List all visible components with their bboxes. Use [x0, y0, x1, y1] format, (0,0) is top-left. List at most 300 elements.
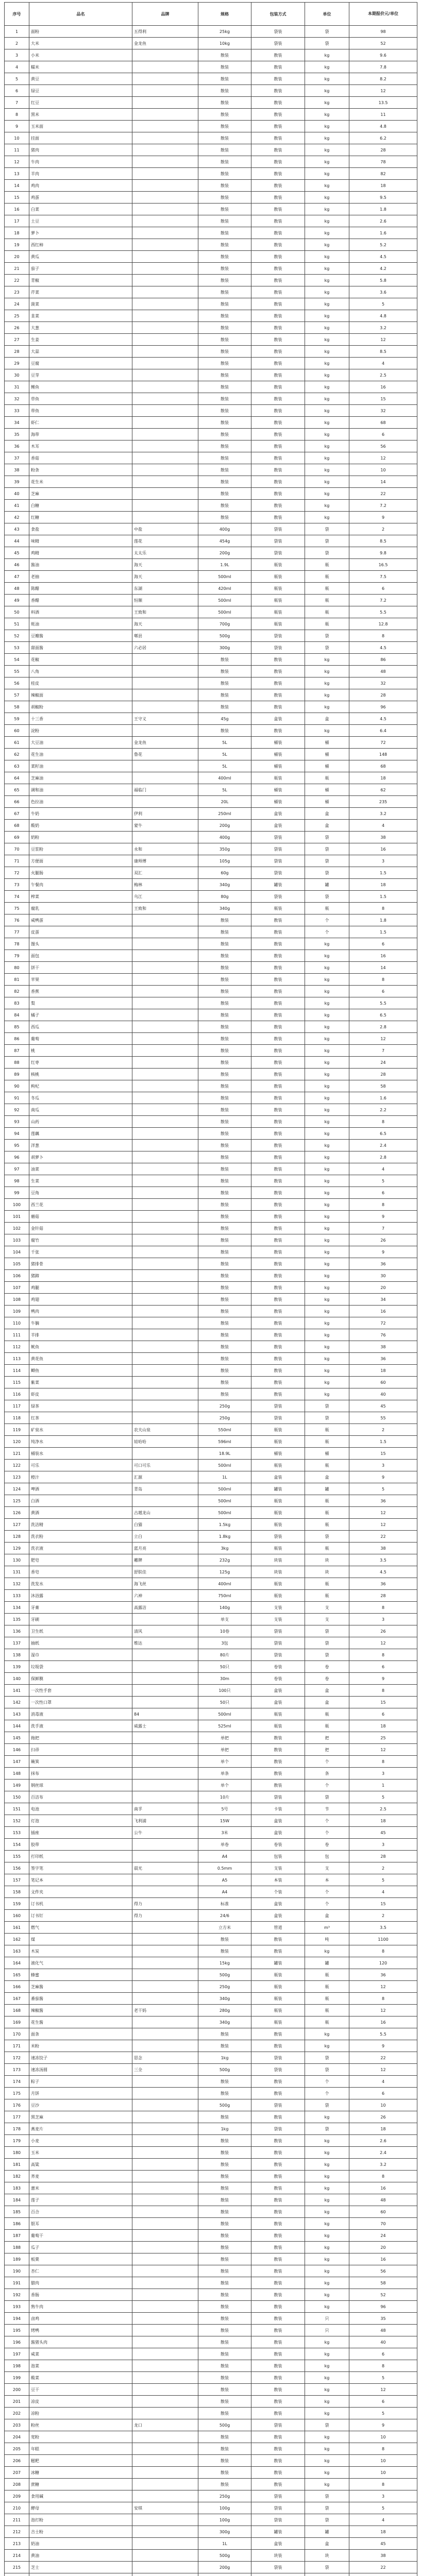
table-row — [5, 452, 417, 464]
row-spec: 250g — [198, 1981, 251, 1993]
row-unit: kg — [305, 1187, 349, 1199]
row-spec: 散装 — [198, 2443, 251, 2455]
row-no: 42 — [5, 512, 29, 523]
row-pack: 盒装 — [251, 808, 305, 820]
row-price: 68 — [349, 760, 417, 772]
row-pack: 袋装 — [251, 2052, 305, 2064]
row-unit: kg — [305, 2218, 349, 2230]
row-unit: kg — [305, 1223, 349, 1234]
row-unit: kg — [305, 1057, 349, 1069]
row-spec: 散装 — [198, 358, 251, 369]
row-pack: 散装 — [251, 204, 305, 215]
table-row — [5, 1862, 417, 1874]
row-unit: kg — [305, 476, 349, 488]
row-no: 148 — [5, 1768, 29, 1780]
row-spec: 散装 — [198, 85, 251, 97]
row-name: 八角 — [29, 666, 132, 677]
row-price: 58 — [349, 2277, 417, 2289]
row-no: 11 — [5, 144, 29, 156]
row-price: 15 — [349, 1448, 417, 1460]
row-brand — [132, 322, 198, 334]
row-pack: 瓶装 — [251, 1507, 305, 1519]
row-name: 菠菜 — [29, 298, 132, 310]
row-pack: 管道 — [251, 1922, 305, 1934]
table-row — [5, 1116, 417, 1128]
row-no: 2 — [5, 38, 29, 49]
row-spec: 散装 — [198, 286, 251, 298]
row-no: 68 — [5, 820, 29, 832]
table-row — [5, 914, 417, 926]
row-pack: 盒装 — [251, 1471, 305, 1483]
row-price: 2.8 — [349, 1021, 417, 1033]
table-row — [5, 156, 417, 168]
row-pack: 盒装 — [251, 1910, 305, 1922]
row-name: 胡椒粉 — [29, 701, 132, 713]
row-price: 4 — [349, 1163, 417, 1175]
row-unit: kg — [305, 1116, 349, 1128]
row-unit: kg — [305, 381, 349, 393]
table-row — [5, 500, 417, 512]
table-row — [5, 1448, 417, 1460]
table-row — [5, 2171, 417, 2182]
row-spec: 1kg — [198, 2052, 251, 2064]
row-pack: 罐装 — [251, 879, 305, 891]
row-no: 38 — [5, 464, 29, 476]
row-price: 1 — [349, 1780, 417, 1791]
row-pack: 袋装 — [251, 2419, 305, 2431]
row-unit: 瓶 — [305, 1424, 349, 1436]
row-no: 204 — [5, 2431, 29, 2443]
row-no: 193 — [5, 2301, 29, 2313]
table-row — [5, 1388, 417, 1400]
row-spec: 750ml — [198, 1590, 251, 1602]
row-unit: kg — [305, 1258, 349, 1270]
row-unit: 袋 — [305, 867, 349, 879]
row-unit: 袋 — [305, 1412, 349, 1424]
row-price: 82 — [349, 168, 417, 180]
row-price: 12.8 — [349, 618, 417, 630]
row-brand: 六必居 — [132, 642, 198, 654]
row-brand — [132, 1365, 198, 1377]
row-no: 154 — [5, 1839, 29, 1851]
table-row — [5, 1306, 417, 1317]
row-brand — [132, 1649, 198, 1661]
row-price: 8 — [349, 2443, 417, 2455]
row-name: 薏米 — [29, 2182, 132, 2194]
row-no: 147 — [5, 1756, 29, 1768]
table-row — [5, 49, 417, 61]
row-price: 1100 — [349, 1934, 417, 1945]
row-spec: 散装 — [198, 381, 251, 393]
row-pack: 支装 — [251, 1862, 305, 1874]
row-no: 178 — [5, 2123, 29, 2135]
row-no: 155 — [5, 1851, 29, 1862]
table-row — [5, 2313, 417, 2325]
row-price: 6.4 — [349, 725, 417, 737]
row-no: 183 — [5, 2182, 29, 2194]
table-row — [5, 109, 417, 121]
row-price: 15 — [349, 393, 417, 405]
row-spec: 散装 — [198, 2218, 251, 2230]
row-pack: 散装 — [251, 429, 305, 440]
row-name: 沐浴露 — [29, 1590, 132, 1602]
row-spec: 单把 — [198, 1732, 251, 1744]
row-unit: kg — [305, 358, 349, 369]
row-unit: kg — [305, 239, 349, 251]
row-no: 102 — [5, 1223, 29, 1234]
row-no: 164 — [5, 1957, 29, 1969]
row-price: 16 — [349, 2016, 417, 2028]
row-price: 55 — [349, 1412, 417, 1424]
table-row — [5, 760, 417, 772]
table-row — [5, 1377, 417, 1388]
row-price: 3.2 — [349, 808, 417, 820]
row-pack: 块装 — [251, 2550, 305, 2562]
table-row — [5, 2099, 417, 2111]
row-no: 132 — [5, 1578, 29, 1590]
table-row — [5, 677, 417, 689]
row-no: 74 — [5, 891, 29, 903]
row-price: 24 — [349, 1057, 417, 1069]
table-row — [5, 239, 417, 251]
row-spec: 散装 — [198, 180, 251, 192]
table-row — [5, 1922, 417, 1934]
table-row — [5, 1211, 417, 1223]
row-pack: 桶装 — [251, 784, 305, 796]
row-name: 灯泡 — [29, 1815, 132, 1827]
row-price: 2.6 — [349, 215, 417, 227]
row-price: 40 — [349, 2336, 417, 2348]
row-brand — [132, 2313, 198, 2325]
row-brand — [132, 1009, 198, 1021]
row-brand: 古越龙山 — [132, 1507, 198, 1519]
row-price: 18 — [349, 1815, 417, 1827]
row-price: 4.5 — [349, 1566, 417, 1578]
row-unit: kg — [305, 2443, 349, 2455]
table-row — [5, 144, 417, 156]
row-name: 枸杞 — [29, 1080, 132, 1092]
row-no: 99 — [5, 1187, 29, 1199]
row-spec: 散装 — [198, 1057, 251, 1069]
row-brand — [132, 61, 198, 73]
row-spec: 700g — [198, 618, 251, 630]
row-price: 28 — [349, 1590, 417, 1602]
table-row — [5, 346, 417, 358]
row-name: 白酒 — [29, 1495, 132, 1507]
row-no: 34 — [5, 417, 29, 429]
row-unit: 瓶 — [305, 1507, 349, 1519]
row-name: 小麦 — [29, 2135, 132, 2147]
row-pack: 散装 — [251, 132, 305, 144]
row-pack: 瓶装 — [251, 903, 305, 914]
row-name: 订书机 — [29, 1898, 132, 1910]
row-spec: 232g — [198, 1554, 251, 1566]
row-name: 牛腩 — [29, 1317, 132, 1329]
row-unit: kg — [305, 2242, 349, 2253]
row-no: 160 — [5, 1910, 29, 1922]
row-brand: 清风 — [132, 1625, 198, 1637]
row-brand — [132, 2135, 198, 2147]
row-unit: kg — [305, 2230, 349, 2242]
row-name: 千张 — [29, 1246, 132, 1258]
row-name: 抹布 — [29, 1768, 132, 1780]
table-row — [5, 832, 417, 843]
row-unit: 瓶 — [305, 1969, 349, 1981]
row-spec: 散装 — [198, 2467, 251, 2479]
row-unit: 瓶 — [305, 1578, 349, 1590]
row-name: 花椒 — [29, 654, 132, 666]
row-name: 菜籽油 — [29, 760, 132, 772]
row-unit: 罐 — [305, 1957, 349, 1969]
header-name: 品名 — [29, 3, 132, 26]
row-brand: 可口可乐 — [132, 1460, 198, 1471]
row-pack: 散装 — [251, 275, 305, 286]
row-name: 文件夹 — [29, 1886, 132, 1898]
row-name: 鱿鱼 — [29, 1341, 132, 1353]
row-spec: 散装 — [198, 1282, 251, 1294]
row-pack: 袋装 — [251, 1649, 305, 1661]
table-row — [5, 820, 417, 832]
row-no: 66 — [5, 796, 29, 808]
row-price: 6 — [349, 938, 417, 950]
row-pack: 散装 — [251, 986, 305, 997]
row-pack: 散装 — [251, 239, 305, 251]
table-row — [5, 2028, 417, 2040]
row-unit: kg — [305, 2135, 349, 2147]
row-name: 豆瓣酱 — [29, 630, 132, 642]
row-brand — [132, 950, 198, 962]
row-unit: 卷 — [305, 1673, 349, 1685]
row-name: 红茶 — [29, 1412, 132, 1424]
row-name: 电池 — [29, 1803, 132, 1815]
row-spec: 单个 — [198, 1756, 251, 1768]
row-price: 10 — [349, 2455, 417, 2467]
row-unit: kg — [305, 73, 349, 85]
row-unit: kg — [305, 2455, 349, 2467]
row-no: 93 — [5, 1116, 29, 1128]
table-row — [5, 310, 417, 322]
row-price: 8.2 — [349, 73, 417, 85]
row-price: 9 — [349, 512, 417, 523]
row-spec: 散装 — [198, 1945, 251, 1957]
row-no: 138 — [5, 1649, 29, 1661]
row-name: 带鱼 — [29, 405, 132, 417]
row-price: 16 — [349, 381, 417, 393]
row-price: 7 — [349, 1223, 417, 1234]
row-brand — [132, 2230, 198, 2242]
table-row — [5, 2479, 417, 2490]
row-pack: 散装 — [251, 346, 305, 358]
row-brand — [132, 2277, 198, 2289]
row-spec: 1L — [198, 1471, 251, 1483]
row-unit: kg — [305, 2253, 349, 2265]
table-row — [5, 1163, 417, 1175]
row-price: 7 — [349, 1045, 417, 1057]
row-unit: kg — [305, 405, 349, 417]
row-no: 212 — [5, 2526, 29, 2538]
row-pack: 瓶装 — [251, 1969, 305, 1981]
row-unit — [305, 2573, 349, 2576]
row-name: 蔗糖 — [29, 2479, 132, 2490]
row-spec: 3米 — [198, 1827, 251, 1839]
row-no: 84 — [5, 1009, 29, 1021]
row-pack: 散装 — [251, 1388, 305, 1400]
row-pack: 散装 — [251, 1756, 305, 1768]
table-row — [5, 1969, 417, 1981]
row-brand: 永和 — [132, 843, 198, 855]
row-spec: 105g — [198, 855, 251, 867]
row-unit: kg — [305, 180, 349, 192]
row-name: 卫生纸 — [29, 1625, 132, 1637]
row-no: 105 — [5, 1258, 29, 1270]
row-brand: 三全 — [132, 2064, 198, 2076]
table-row — [5, 1495, 417, 1507]
row-no: 37 — [5, 452, 29, 464]
row-price: 9.5 — [349, 192, 417, 204]
row-spec: 60g — [198, 867, 251, 879]
row-price: 22 — [349, 488, 417, 500]
row-no: 180 — [5, 2147, 29, 2159]
table-row — [5, 251, 417, 263]
table-body — [5, 26, 417, 2576]
row-pack: 散装 — [251, 1223, 305, 1234]
row-brand — [132, 310, 198, 322]
row-pack: 袋装 — [251, 2123, 305, 2135]
row-unit: 袋 — [305, 843, 349, 855]
row-brand — [132, 1021, 198, 1033]
row-name: 黄酒 — [29, 1507, 132, 1519]
table-row — [5, 1400, 417, 1412]
row-price: 16 — [349, 950, 417, 962]
row-brand: 得力 — [132, 1910, 198, 1922]
row-unit: kg — [305, 1377, 349, 1388]
row-no: 89 — [5, 1069, 29, 1080]
row-name: 洗洁精 — [29, 1519, 132, 1531]
row-unit: kg — [305, 192, 349, 204]
table-row — [5, 997, 417, 1009]
row-no: 198 — [5, 2360, 29, 2372]
row-name: 牛奶 — [29, 808, 132, 820]
row-pack: 瓶装 — [251, 772, 305, 784]
row-no: 112 — [5, 1341, 29, 1353]
row-no: 78 — [5, 938, 29, 950]
row-name: 鲤鱼 — [29, 381, 132, 393]
row-pack: 散装 — [251, 49, 305, 61]
row-price: 3 — [349, 2490, 417, 2502]
row-pack: 散装 — [251, 121, 305, 132]
row-pack: 散装 — [251, 1317, 305, 1329]
row-name: 花生酱 — [29, 2016, 132, 2028]
row-name: 红枣 — [29, 1057, 132, 1069]
table-row — [5, 1175, 417, 1187]
row-name: 腐乳 — [29, 903, 132, 914]
row-no: 12 — [5, 156, 29, 168]
row-pack: 散装 — [251, 1104, 305, 1116]
row-brand: 南孚 — [132, 1803, 198, 1815]
row-pack: 袋装 — [251, 523, 305, 535]
row-spec: 10卷 — [198, 1625, 251, 1637]
row-name: 凉皮 — [29, 2396, 132, 2408]
row-name: 草鱼 — [29, 393, 132, 405]
row-name: 饼干 — [29, 962, 132, 974]
row-price: 5 — [349, 2408, 417, 2419]
row-name: 消毒液 — [29, 1708, 132, 1720]
row-name: 玉米面 — [29, 121, 132, 132]
row-spec: 350g — [198, 843, 251, 855]
row-no: 8 — [5, 109, 29, 121]
row-brand — [132, 832, 198, 843]
row-name: 芝麻 — [29, 488, 132, 500]
row-name: 红糖 — [29, 512, 132, 523]
row-pack: 散装 — [251, 1270, 305, 1282]
row-pack: 散装 — [251, 2088, 305, 2099]
row-price: 52 — [349, 38, 417, 49]
row-unit: 桶 — [305, 1448, 349, 1460]
table-row — [5, 227, 417, 239]
row-brand: 维达 — [132, 1637, 198, 1649]
row-name: 橘子 — [29, 1009, 132, 1021]
row-pack: 瓶装 — [251, 1543, 305, 1554]
row-unit: 袋 — [305, 547, 349, 559]
row-spec: 散装 — [198, 1377, 251, 1388]
row-name: 肥皂 — [29, 1554, 132, 1566]
row-unit: kg — [305, 1270, 349, 1282]
row-spec: 散装 — [198, 1270, 251, 1282]
table-row — [5, 298, 417, 310]
row-brand — [132, 666, 198, 677]
row-spec: 500g — [198, 2064, 251, 2076]
row-name: 西瓜 — [29, 1021, 132, 1033]
row-unit: kg — [305, 2147, 349, 2159]
row-name: 月饼 — [29, 2088, 132, 2099]
row-no: 79 — [5, 950, 29, 962]
row-brand — [132, 938, 198, 950]
row-price: 15 — [349, 1898, 417, 1910]
row-price: 8 — [349, 1199, 417, 1211]
row-spec: 散装 — [198, 263, 251, 275]
row-pack: 散装 — [251, 440, 305, 452]
row-no: 117 — [5, 1400, 29, 1412]
row-brand — [132, 2467, 198, 2479]
row-brand — [132, 109, 198, 121]
row-price: 38 — [349, 2550, 417, 2562]
table-row — [5, 38, 417, 49]
row-price: 22 — [349, 1531, 417, 1543]
row-pack: 罐装 — [251, 1483, 305, 1495]
row-name: 百合 — [29, 2206, 132, 2218]
row-price: 5.5 — [349, 606, 417, 618]
row-brand: 老干妈 — [132, 2005, 198, 2016]
row-brand — [132, 346, 198, 358]
table-row — [5, 2455, 417, 2467]
row-brand — [132, 204, 198, 215]
row-pack: 瓶装 — [251, 1590, 305, 1602]
row-price: 35 — [349, 2313, 417, 2325]
row-name: 绿豆 — [29, 85, 132, 97]
row-name: 香醋 — [29, 595, 132, 606]
row-spec: 单支 — [198, 1614, 251, 1625]
row-brand — [132, 275, 198, 286]
row-pack: 瓶装 — [251, 1993, 305, 2005]
row-spec: 24/6 — [198, 1910, 251, 1922]
row-pack: 散装 — [251, 1140, 305, 1151]
row-name: 西兰花 — [29, 1199, 132, 1211]
row-unit: 桶 — [305, 760, 349, 772]
row-spec: 散装 — [198, 962, 251, 974]
row-pack: 散装 — [251, 358, 305, 369]
table-row — [5, 1720, 417, 1732]
row-unit: 盒 — [305, 713, 349, 725]
